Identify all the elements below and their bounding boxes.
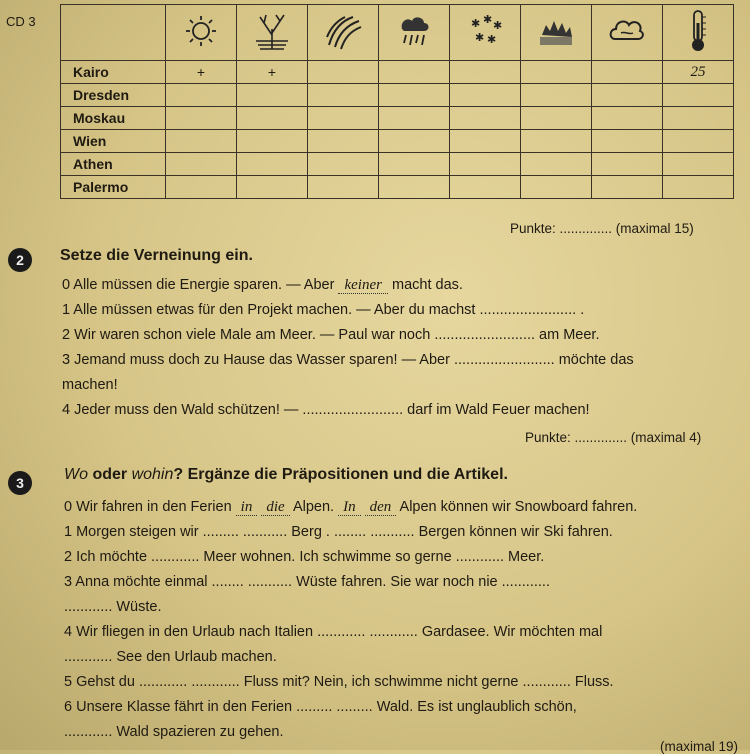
snow-icon [450, 5, 521, 61]
svg-text:✱: ✱ [493, 19, 503, 32]
ex3-line-6-cont: ............ Wald spazieren zu gehen. [64, 724, 284, 740]
table-cell [166, 84, 237, 107]
temperature-cell: 25 [663, 61, 734, 84]
city-name: Moskau [61, 107, 166, 130]
cd-label: CD 3 [6, 14, 36, 29]
table-cell [521, 153, 592, 176]
ex2-line-0-end: macht das. [391, 277, 463, 293]
table-cell [166, 107, 237, 130]
table-cell [379, 61, 450, 84]
table-cell [308, 130, 379, 153]
table-cell [308, 107, 379, 130]
wind-icon [308, 5, 379, 61]
table-cell [379, 107, 450, 130]
city-name: Kairo [61, 61, 166, 84]
ex3-line-5: 5 Gehst du ............ ............ Fluss mit? Nein, ich schwimme nicht gerne ............ Fluss. [64, 674, 614, 690]
ex3-line-0-start: 0 Wir fahren in den Ferien [64, 499, 232, 515]
table-cell [521, 176, 592, 199]
exercise-number-2: 2 [8, 248, 32, 272]
ex3-line-0 [64, 499, 637, 516]
header-empty-cell [61, 5, 166, 61]
city-name: Palermo [61, 176, 166, 199]
table-cell [663, 176, 734, 199]
title-wohin: wohin [131, 466, 174, 483]
cloud-icon [592, 5, 663, 61]
ex3-line-3-cont: ............ Wüste. [64, 599, 162, 615]
table-cell [166, 176, 237, 199]
ex2-line-2: 2 Wir waren schon viele Male am Meer. — Paul war noch ......................... am Meer. [62, 327, 600, 343]
table-cell: + [166, 61, 237, 84]
exercise-2-title: Setze die Verneinung ein. [60, 247, 253, 264]
table-cell [521, 130, 592, 153]
svg-text:✱: ✱ [475, 31, 485, 44]
table-row [61, 84, 734, 107]
exercise-3-title [64, 466, 508, 484]
table-row [61, 61, 734, 84]
title-wo: Wo [64, 466, 88, 483]
table-cell [450, 61, 521, 84]
table-cell [521, 84, 592, 107]
table-cell [592, 61, 663, 84]
table-row [61, 107, 734, 130]
table-cell [450, 130, 521, 153]
table-cell [450, 107, 521, 130]
table-cell [237, 130, 308, 153]
table-cell [308, 153, 379, 176]
table-cell [379, 84, 450, 107]
table-cell [592, 176, 663, 199]
title-rest: ? Ergänze die Präpositionen und die Artikel. [173, 466, 508, 483]
score-line-3-partial: (maximal 19) [660, 739, 739, 754]
table-cell [379, 153, 450, 176]
table-cell [237, 107, 308, 130]
sun-icon [166, 5, 237, 61]
ex3-line-2: 2 Ich möchte ............ Meer wohnen. Ich schwimme so gerne ............ Meer. [64, 549, 545, 565]
table-cell [592, 153, 663, 176]
ex3-answer-0d: den [365, 499, 397, 516]
table-header-row [61, 5, 734, 61]
table-cell [237, 84, 308, 107]
ex2-line-1: 1 Alle müssen etwas für den Projekt machen. — Aber du machst ........................ . [62, 302, 585, 318]
table-cell [237, 153, 308, 176]
thermometer-icon [663, 5, 734, 61]
table-cell [308, 84, 379, 107]
table-cell [663, 107, 734, 130]
table-cell [379, 176, 450, 199]
ex2-line-0 [62, 277, 463, 294]
table-cell [308, 176, 379, 199]
ex3-line-0-end: Alpen können wir Snowboard fahren. [399, 499, 638, 515]
score-line-1: Punkte: .............. (maximal 15) [510, 221, 694, 236]
ex3-line-3: 3 Anna möchte einmal ........ ........... Wüste fahren. Sie war noch nie ............ [64, 574, 550, 590]
table-cell [166, 153, 237, 176]
table-cell [237, 176, 308, 199]
table-cell [379, 130, 450, 153]
table-cell [592, 130, 663, 153]
ex2-line-4: 4 Jeder muss den Wald schützen! — ......................... darf im Wald Feuer machen! [62, 402, 590, 418]
table-cell [663, 84, 734, 107]
city-name: Wien [61, 130, 166, 153]
ex3-line-4-cont: ............ See den Urlaub machen. [64, 649, 277, 665]
table-cell [663, 153, 734, 176]
table-cell: + [237, 61, 308, 84]
exercise-number-3: 3 [8, 471, 32, 495]
score-line-2: Punkte: .............. (maximal 4) [525, 430, 702, 445]
table-cell [166, 130, 237, 153]
ex3-answer-0a: in [236, 499, 258, 516]
svg-text:✱: ✱ [487, 33, 497, 46]
rain-icon [379, 5, 450, 61]
ex3-line-1: 1 Morgen steigen wir ......... ........... Berg . ........ ........... Bergen können wir Ski fahren. [64, 524, 613, 540]
ex3-line-0-mid: Alpen. [292, 499, 335, 515]
table-cell [521, 107, 592, 130]
table-cell [308, 61, 379, 84]
svg-text:✱: ✱ [483, 13, 493, 26]
table-row [61, 176, 734, 199]
weather-table [60, 4, 734, 199]
fog-icon [521, 5, 592, 61]
table-row [61, 153, 734, 176]
ex2-line-0-start: 0 Alle müssen die Energie sparen. — Aber [62, 277, 335, 293]
table-cell [450, 176, 521, 199]
city-name: Athen [61, 153, 166, 176]
table-row [61, 130, 734, 153]
table-cell [450, 84, 521, 107]
table-cell [663, 130, 734, 153]
ex2-line-3: 3 Jemand muss doch zu Hause das Wasser sparen! — Aber ......................... möchte das [62, 352, 634, 368]
ex2-answer-0: keiner [338, 277, 387, 294]
table-cell [592, 107, 663, 130]
svg-text:✱: ✱ [471, 17, 481, 30]
city-name: Dresden [61, 84, 166, 107]
table-cell [592, 84, 663, 107]
ex2-line-3-cont: machen! [62, 377, 118, 393]
title-oder: oder [92, 466, 128, 483]
ex3-line-6: 6 Unsere Klasse fährt in den Ferien ......... ......... Wald. Es ist unglaublich schön, [64, 699, 577, 715]
dry-tree-icon [237, 5, 308, 61]
table-cell [521, 61, 592, 84]
ex3-answer-0c: In [338, 499, 361, 516]
table-cell [450, 153, 521, 176]
ex3-line-4: 4 Wir fliegen in den Urlaub nach Italien ............ ............ Gardasee. Wir möchten mal [64, 624, 603, 640]
ex3-answer-0b: die [261, 499, 289, 516]
